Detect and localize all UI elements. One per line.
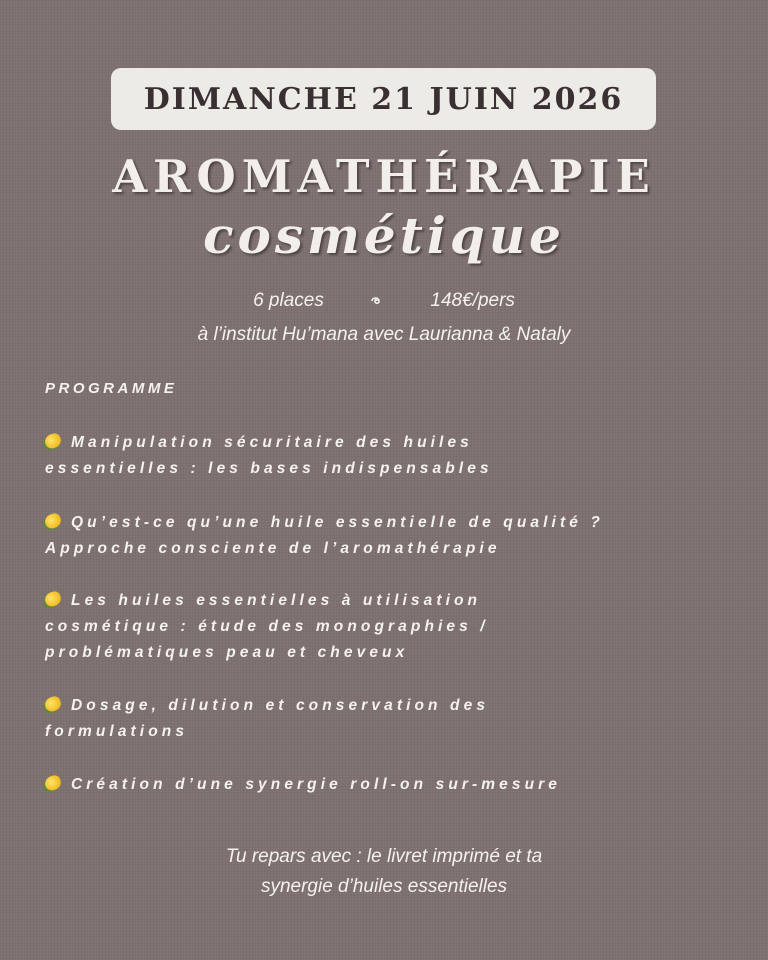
lemon-icon [43,695,63,714]
item-text: cosmétique : étude des monographies / [45,618,489,635]
spiral-icon [369,293,385,310]
footer-line: synergie d’huiles essentielles [260,876,508,897]
date-banner [111,68,656,130]
event-info [0,290,768,312]
places-count: 6 places [253,290,324,311]
list-item [45,693,735,745]
item-text: Manipulation sécuritaire des huiles [71,434,473,451]
list-item [45,430,735,482]
item-text: Création d’une synergie roll-on sur-mesure [71,776,562,793]
location: à l’institut Hu’mana avec Laurianna & Nataly [197,324,571,345]
item-text: essentielles : les bases indispensables [45,460,493,477]
item-text: formulations [45,723,189,740]
programme-heading: PROGRAMME [45,380,178,397]
item-text: Les huiles essentielles à utilisation [71,592,482,609]
list-item [45,588,735,666]
footer-note [0,842,768,902]
page-title: AROMATHÉRAPIE [112,150,656,203]
lemon-icon [43,512,63,531]
item-text: Dosage, dilution et conservation des [71,697,490,714]
page-subtitle: cosmétique [203,206,565,265]
event-date: DIMANCHE 21 JUIN 2026 [143,81,624,117]
lemon-icon [43,432,63,451]
price: 148€/pers [430,290,515,311]
list-item [45,510,735,562]
item-text: problématiques peau et cheveux [45,644,409,661]
item-text: Qu’est-ce qu’une huile essentielle de qualité ? [71,514,604,531]
lemon-icon [43,590,63,609]
item-text: Approche consciente de l’aromathérapie [45,540,501,557]
lemon-icon [43,774,63,793]
footer-line: Tu repars avec : le livret imprimé et ta [225,846,543,867]
list-item [45,772,735,798]
